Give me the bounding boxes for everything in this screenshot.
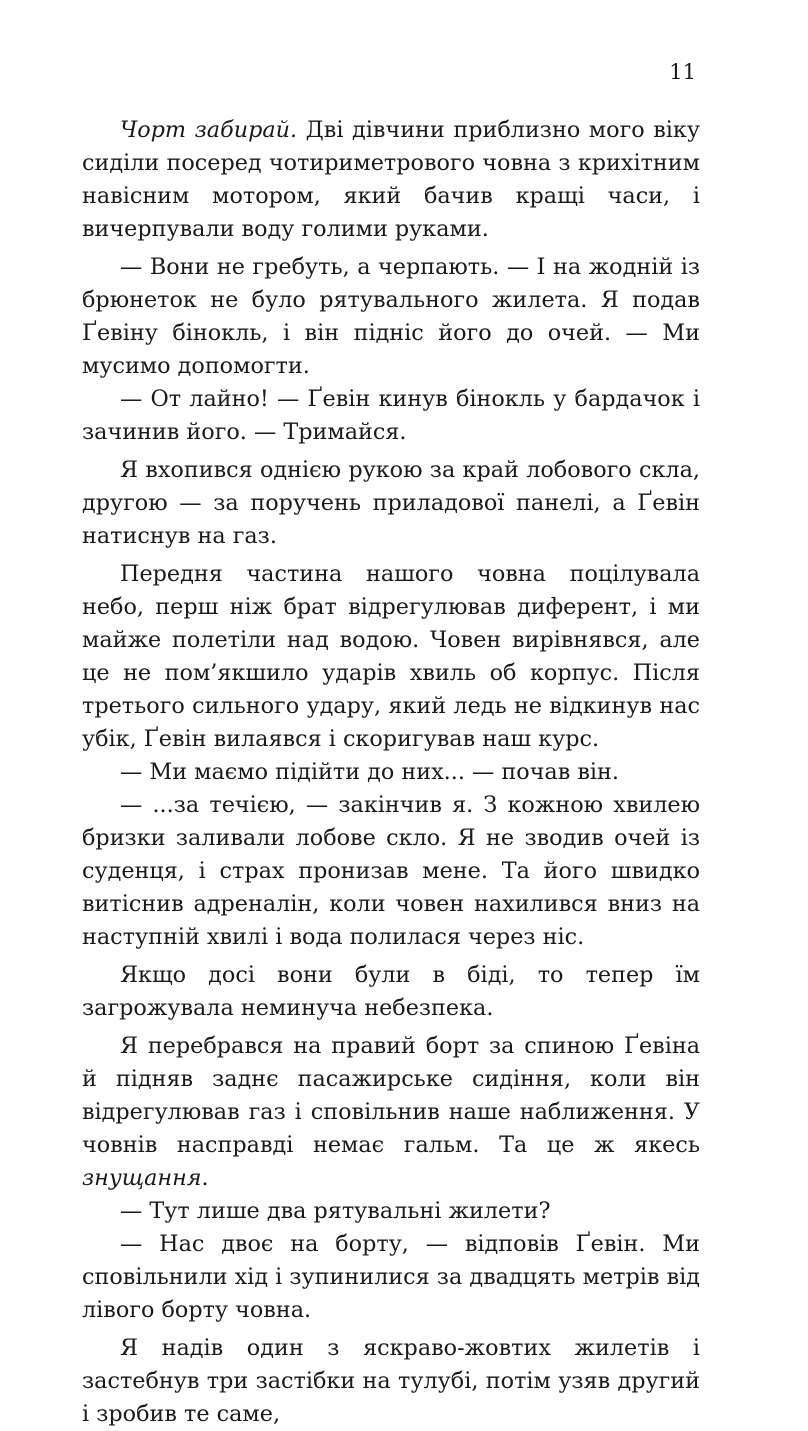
paragraph-text: Передня частина нашого човна поцілувала небо, перш ніж брат відрегулював диферент, і ми майже полетіли над водою. Човен вирівнявся, але це не пом’якшило ударів хвиль об корпус. Після третього сильного удару, який ледь не відкинув нас убік, Ґевін вилаявся і скоригував наш курс. — [82, 561, 700, 752]
paragraph-5 — [82, 558, 700, 756]
paragraph-text: Я надів один з яскраво-жовтих жилетів і застебнув три застібки на тулубі, потім узяв другий і зробив те саме, — [82, 1335, 700, 1427]
paragraph-4 — [82, 454, 700, 553]
paragraph-12 — [82, 1332, 700, 1431]
paragraph-punctuation: . — [201, 1165, 209, 1191]
paragraph-text: — От лайно! — Ґевін кинув бінокль у бардачок і зачинив його. — Тримайся. — [82, 386, 700, 445]
paragraph-text: Я вхопився однією рукою за край лобового скла, другою — за поручень приладової панелі, а Ґевін натиснув на газ. — [82, 457, 700, 549]
paragraph-2 — [82, 251, 700, 383]
paragraph-text: — Тут лише два рятувальні жилети? — [120, 1198, 551, 1224]
paragraph-text: Якщо досі вони були в біді, то тепер їм загрожувала неминуча небезпека. — [82, 962, 700, 1021]
italic-word: знущання — [82, 1165, 202, 1191]
paragraph-8 — [82, 959, 700, 1025]
paragraph-9 — [82, 1030, 700, 1195]
paragraph-6 — [82, 756, 700, 789]
paragraph-11 — [82, 1228, 700, 1327]
paragraph-1 — [82, 114, 700, 246]
paragraph-10 — [82, 1195, 700, 1228]
paragraph-text: — Вони не гребуть, а черпають. — І на жодній із брюнеток не було рятувального жилета. Я подав Ґевіну бінокль, і він підніс його до очей. — Ми мусимо допомогти. — [82, 254, 700, 379]
italic-opening: Чорт забирай. — [120, 117, 298, 143]
paragraph-text: — Нас двоє на борту, — відповів Ґевін. Ми сповільнили хід і зупинилися за двадцять метрів від лівого борту човна. — [82, 1231, 700, 1323]
paragraph-text: Дві дівчини приблизно мого віку сиділи посеред чотириметрового човна з крихітним навісним мотором, який бачив кращі часи, і вичерпували воду голими руками. — [82, 117, 700, 242]
page-number: 11 — [669, 60, 696, 84]
page-body — [82, 114, 700, 1431]
paragraph-7 — [82, 789, 700, 954]
paragraph-text: — Ми маємо підійти до них... — почав він. — [120, 759, 620, 785]
paragraph-text: — ...за течією, — закінчив я. З кожною хвилею бризки заливали лобове скло. Я не зводив очей із суденця, і страх пронизав мене. Та його швидко витіснив адреналін, коли човен нахилився вниз на наступній хвилі і вода полилася через ніс. — [82, 792, 700, 950]
paragraph-text: Я перебрався на правий борт за спиною Ґевіна й підняв заднє пасажирське сидіння, коли він відрегулював газ і сповільнив наше наближення. У човнів насправді немає гальм. Та це ж якесь — [82, 1033, 700, 1158]
paragraph-3 — [82, 383, 700, 449]
